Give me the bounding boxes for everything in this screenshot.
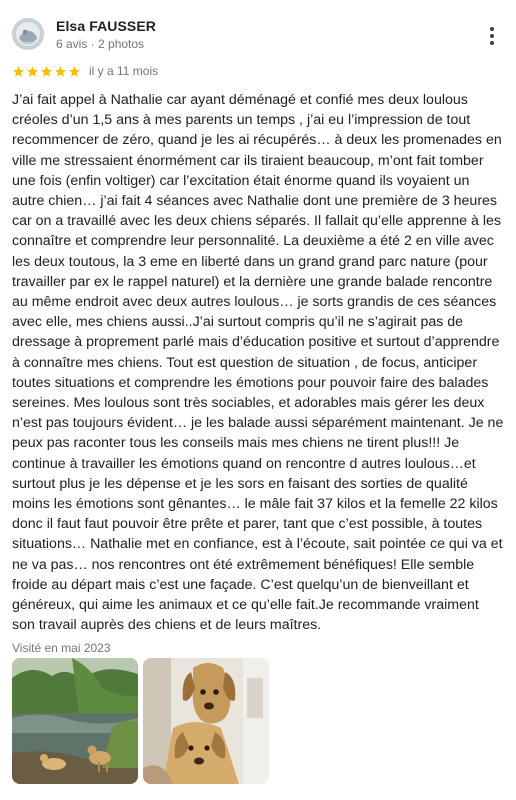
star-rating [12, 65, 81, 78]
star-icon [68, 65, 81, 78]
review-text: J’ai fait appel à Nathalie car ayant déménagé et confié mes deux loulous créoles d’un 1,5 ans à mes parents un temps , j’ai eu l’impression de tout recommencer de zéro, quand je les ai récupérés… à deux les promenades en ville me stressaient énormément car ils tiraient beaucoup, m’ont fait tomber une fois (enfin voltiger) car l’excitation était énorme quand ils voyaient un autre chien… j’ai fait 4 séances avec Nathalie dont une première de 3 heures car on a travaillé avec les deux chiens séparés. Il fallait qu’elle apprenne à les connaître et comprendre leur personnalité. La deuxième a été 2 en ville avec les deux toutous, la 3 eme en liberté dans un grand grand parc nature (pour travailler par ex le rappel naturel) et la dernière une grande balade rencontre au même endroit avec deux autres loulous… je sorts grandis de ces séances avec elle, mes chiens aussi..J’ai surtout compris qu’il ne s’agirait pas de dressage à proprement parlé mais d’éducation positive et surtout d’apprendre à connaître mes chiens. Tout est question de situation , de focus, anticiper toutes situations et comprendre les émotions pour pouvoir faire des balades sereines. Mes loulous sont très sociables, et adorables mais gérer les deux n’est pas toujours évident… je les balade aussi séparément maintenant. Je ne peux pas raconter tous les conseils mais mes chiens ne tirent plus!!! Je continue à travailler les émotions quand on rencontre d autres loulous…et surtout plus je les dépense et je les sors en faisant des sorties de qualité moins les émotions sont gênantes… le mâle fait 37 kilos et la femelle 22 kilos donc il faut faut pouvoir être prête et parer, tant que c’est possible, à toutes situations… Nathalie met en confiance, est à l’écoute, sait pointée ce qui va et ne va pas… nos rencontres ont été extrêmement bénéfiques! Elle semble froide au départ mais c’est une façade. C’est quelqu’un de bienveillant et généreux, qui aime les animaux et ce qu’elle fait.Je recommande vraiment son travail auprès des chiens et de leurs maîtres. [12, 92, 504, 634]
visited-date: Visité en mai 2023 [12, 641, 111, 655]
user-avatar-icon [12, 18, 44, 50]
avatar[interactable] [12, 18, 44, 50]
star-icon [40, 65, 53, 78]
more-vert-icon [490, 27, 494, 31]
review-photo-1[interactable] [12, 658, 138, 784]
photo-dogs-at-lake [12, 658, 138, 784]
rating-row [12, 63, 158, 79]
review-header [12, 18, 504, 58]
photo-dogs-closeup [143, 658, 269, 784]
star-icon [26, 65, 39, 78]
more-options-button[interactable] [482, 22, 502, 50]
reviewer-meta: 6 avis · 2 photos [56, 37, 145, 51]
star-icon [54, 65, 67, 78]
review-time: il y a 11 mois [89, 64, 159, 78]
reviewer-name[interactable]: Elsa FAUSSER [56, 18, 157, 34]
review-photo-2[interactable] [143, 658, 269, 784]
star-icon [12, 65, 25, 78]
